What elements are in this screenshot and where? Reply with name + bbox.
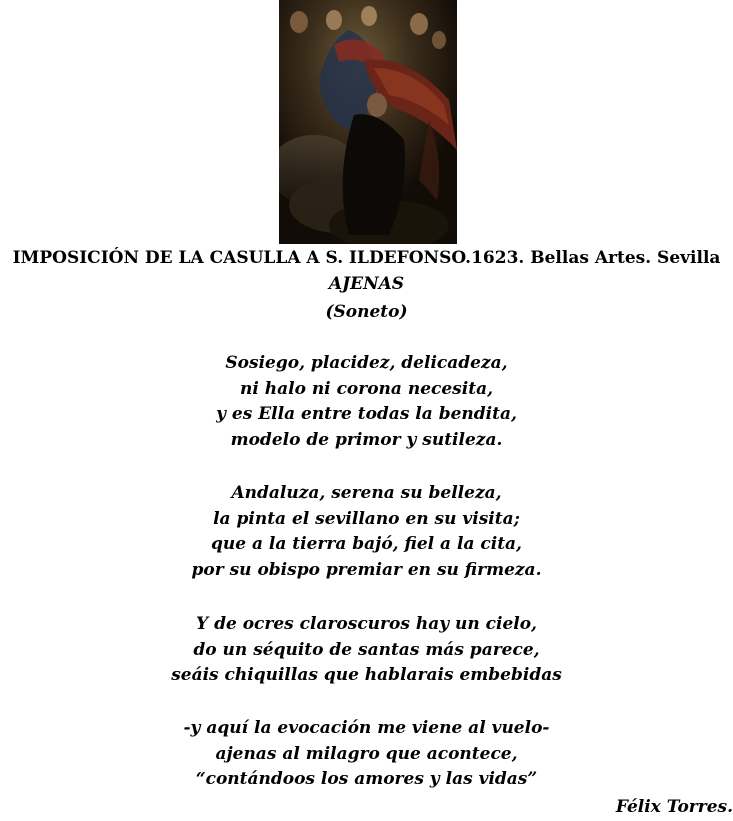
poem-title: AJENAS (328, 274, 405, 294)
verse-line: que a la tierra bajó, fiel a la cita, (211, 534, 522, 555)
verse-line: modelo de primor y sutileza. (230, 429, 503, 450)
verse-line: Andaluza, serena su belleza, (231, 483, 502, 503)
verse-line: y es Ella entre todas la bendita, (216, 404, 517, 425)
stanza-3 (0, 612, 733, 689)
verse-line: Sosiego, placidez, delicadeza, (225, 353, 508, 373)
verse-line: Y de ocres claroscuros hay un cielo, (196, 614, 537, 634)
author-signature: Félix Torres. (615, 797, 733, 817)
stanza-2 (0, 481, 733, 583)
verse-line: do un séquito de santas más parece, (193, 639, 540, 660)
stanza-4 (0, 716, 733, 793)
verse-line: seáis chiquillas que hablarais embebidas (171, 665, 562, 686)
stanza-1 (0, 351, 733, 453)
verse-line: “contándoos los amores y las vidas” (195, 769, 538, 790)
verse-line: ni halo ni corona necesita, (240, 378, 493, 399)
verse-line: la pinta el sevillano en su visita; (213, 508, 520, 529)
painting-caption: IMPOSICIÓN DE LA CASULLA A S. ILDEFONSO.1623. Bellas Artes. Sevilla (12, 248, 721, 268)
verse-line: ajenas al milagro que acontece, (215, 743, 518, 764)
verse-line: -y aquí la evocación me viene al vuelo- (183, 718, 550, 738)
verse-line: por su obispo premiar en su firmeza. (191, 559, 542, 580)
poem-subtitle: (Soneto) (325, 302, 408, 322)
painting-image (279, 0, 457, 244)
